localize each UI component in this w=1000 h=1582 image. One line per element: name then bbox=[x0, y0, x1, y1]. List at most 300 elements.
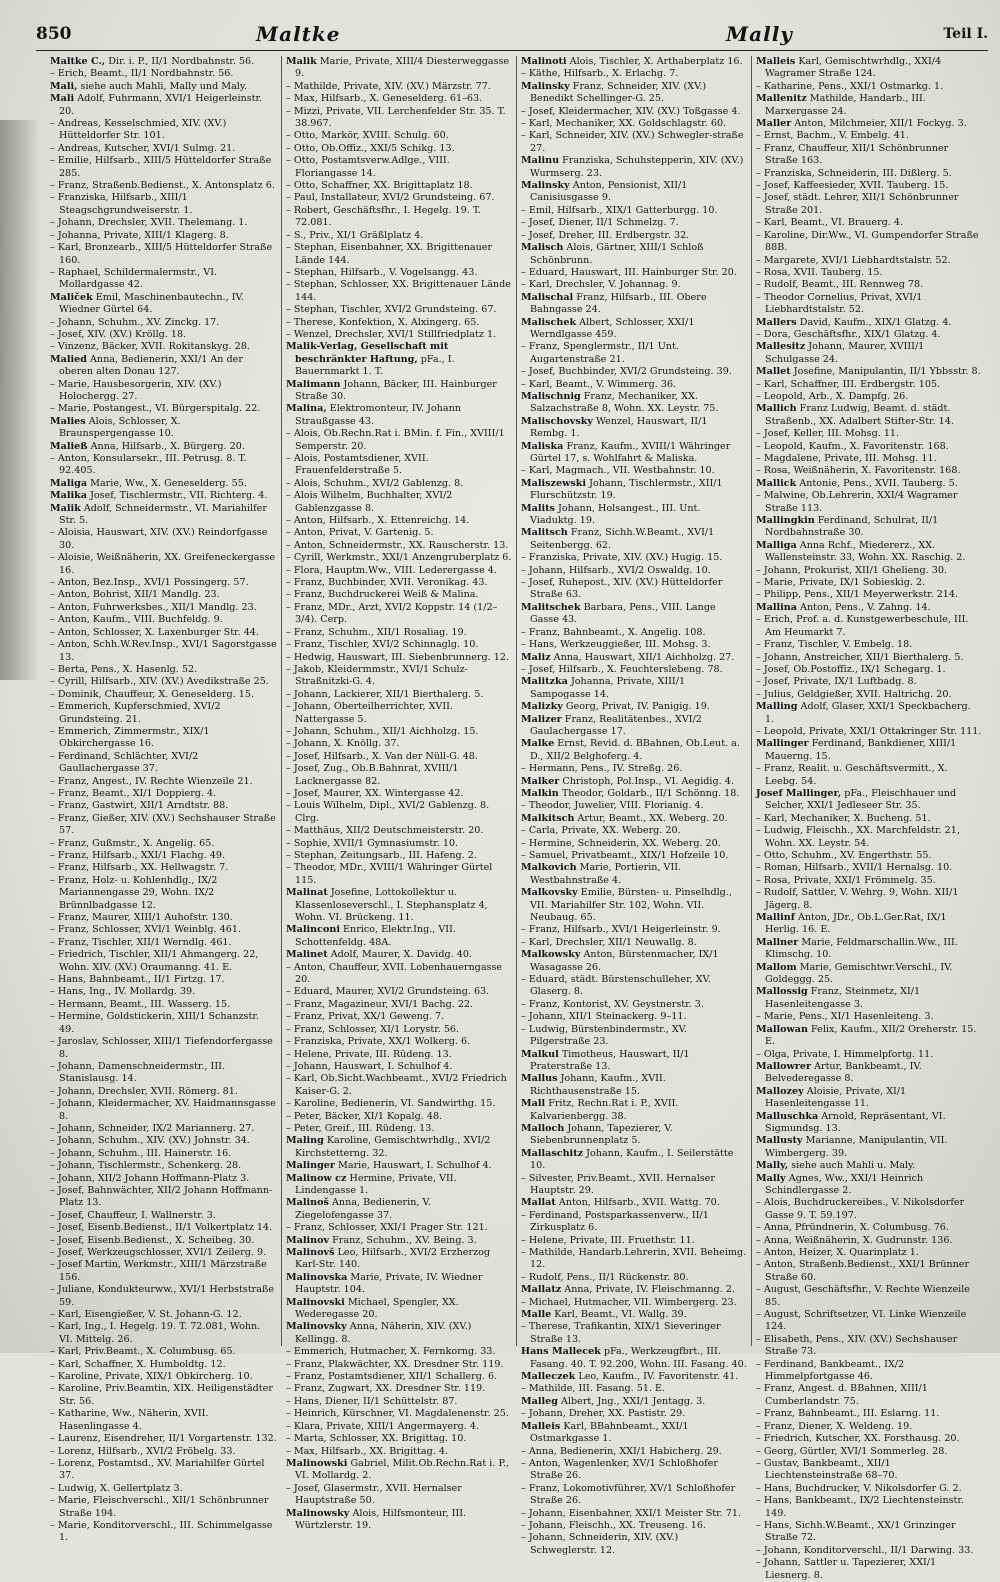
page-header bbox=[36, 20, 988, 51]
directory-entry bbox=[756, 937, 982, 962]
directory-entry bbox=[50, 354, 277, 379]
entry-details: – Franz, Schlosser, XI/1 Lorystr. 56. bbox=[286, 1023, 460, 1035]
entry-details: – Johann, Fleischh., XX. Treuseng. 16. bbox=[521, 1519, 706, 1531]
directory-entry bbox=[50, 949, 277, 974]
directory-entry bbox=[50, 180, 277, 192]
directory-entry bbox=[756, 366, 982, 378]
entry-details: – Franz, Lokomotivführer, XV/1 Schloßhofer Straße 26. bbox=[521, 1482, 736, 1507]
directory-entry bbox=[521, 1210, 747, 1235]
directory-entry bbox=[521, 565, 747, 577]
directory-entry bbox=[50, 577, 277, 589]
entry-details: – Josef, Chauffeur, I. Wallnerstr. 3. bbox=[50, 1209, 216, 1221]
directory-entry bbox=[50, 403, 277, 415]
directory-entry bbox=[286, 267, 512, 279]
entry-details: – Mathilde, Handarb.Lehrerin, XVII. Beheimg. 12. bbox=[521, 1247, 747, 1271]
directory-entry bbox=[286, 999, 512, 1011]
directory-entry bbox=[50, 1061, 277, 1086]
directory-entry bbox=[50, 1011, 277, 1036]
directory-entry bbox=[50, 1123, 277, 1135]
directory-entry bbox=[756, 180, 982, 192]
directory-entry bbox=[756, 825, 982, 850]
entry-details: – Peter, Greif., III. Rüdeng. 13. bbox=[286, 1122, 435, 1134]
entry-details: – Hans, Buchdrucker, V. Nikolsdorfer G. 2. bbox=[756, 1482, 962, 1494]
directory-entry bbox=[286, 403, 512, 428]
entry-details: Albert, Jng., XXI/1 Jentagg. 3. bbox=[561, 1395, 706, 1407]
directory-entry bbox=[286, 949, 512, 961]
entry-surname: Malik bbox=[50, 502, 81, 514]
entry-details: – Peter, Bäcker, XI/1 Kopalg. 48. bbox=[286, 1110, 443, 1122]
entry-details: – Hermine, Goldstickerin, XIII/1 Schanzstr. 49. bbox=[50, 1011, 259, 1035]
entry-details: – Georg, Gürtler, XVI/1 Sommerleg. 28. bbox=[756, 1445, 948, 1457]
entry-surname: Mallaschitz bbox=[521, 1147, 584, 1159]
entry-surname: Malke bbox=[521, 738, 555, 750]
entry-surname: Malinet bbox=[286, 949, 328, 961]
entry-details: Johann, Bäcker, III. Hainburger Straße 30. bbox=[295, 378, 497, 402]
entry-details: – Marie, Fleischverschl., XII/1 Schönbrunner Straße 194. bbox=[50, 1495, 269, 1519]
entry-details: – Elisabeth, Pens., XIV. (XV.) Sechshauser Straße 73. bbox=[756, 1333, 958, 1358]
entry-details: – S., Priv., XI/1 Gräßlplatz 4. bbox=[286, 229, 424, 241]
directory-entry bbox=[521, 1421, 747, 1446]
entry-details: – Josef, Eisenb.Bedienst., II/1 Volkertplatz 14. bbox=[50, 1222, 273, 1234]
entry-surname: Malloch bbox=[521, 1122, 565, 1134]
entry-details: – Franz, Kontorist, XV. Geystnerstr. 3. bbox=[521, 998, 704, 1010]
directory-entry bbox=[286, 726, 512, 738]
directory-entry bbox=[521, 527, 747, 552]
directory-entry bbox=[756, 192, 982, 217]
entry-details: – Josef, Hilfsarb., X. Feuchterslebeng. 78. bbox=[521, 663, 723, 675]
directory-entry bbox=[286, 1458, 512, 1483]
directory-entry bbox=[756, 862, 982, 874]
directory-entry bbox=[521, 887, 747, 924]
directory-entry bbox=[521, 341, 747, 366]
directory-entry bbox=[50, 627, 277, 639]
directory-entry bbox=[756, 1421, 982, 1433]
entry-details: – Marie, Hausbesorgerin, XIV. (XV.) Holochergg. 27. bbox=[50, 378, 222, 402]
directory-entry bbox=[756, 1135, 982, 1160]
directory-entry bbox=[50, 751, 277, 776]
entry-details: Karoline, Gemischtwrhdlg., XVI/2 Kirchstetterng. 32. bbox=[295, 1135, 491, 1159]
entry-details: Franz, Kaufm., XVIII/1 Währinger Gürtel 17, s. Wohlfahrt & Maliska. bbox=[530, 440, 731, 464]
entry-details: – Franziska, Private, XIV. (XV.) Hugig. 15. bbox=[521, 552, 723, 564]
entry-details: – Franziska, Private, XX/1 Wolkerg. 6. bbox=[286, 1036, 471, 1048]
entry-details: – Berta, Pens., X. Hasenlg. 52. bbox=[50, 663, 198, 675]
entry-surname: Hans Mallecek bbox=[521, 1346, 601, 1358]
entry-details: Felix, Kaufm., XII/2 Oreherstr. 15. E. bbox=[765, 1023, 977, 1048]
directory-entry bbox=[50, 441, 277, 453]
entry-details: – Klara, Private, XIII/1 Angermayerg. 4. bbox=[286, 1420, 480, 1432]
entry-surname: Malies bbox=[50, 415, 86, 427]
entry-details: – Erich, Prof. a. d. Kunstgewerbeschule, III. Am Heumarkt 7. bbox=[756, 614, 969, 638]
directory-entry bbox=[521, 205, 747, 217]
directory-entry bbox=[521, 763, 747, 775]
entry-details: pFa., Fleischhauer und Selcher, XXI/1 Jedleseer Str. 35. bbox=[765, 787, 957, 812]
directory-entry bbox=[286, 1135, 512, 1160]
directory-entry bbox=[521, 118, 747, 130]
directory-entry bbox=[286, 1272, 512, 1297]
entry-details: – Franz, Chauffeur, XII/1 Schönbrunner Straße 163. bbox=[756, 142, 949, 167]
entry-details: – Marie, Konditorverschl., III. Schimmelgasse 1. bbox=[50, 1519, 273, 1544]
directory-entry bbox=[50, 589, 277, 601]
entry-details: – Hedwig, Hauswart, III. Siebenbrunnerg. 12. bbox=[286, 651, 510, 663]
directory-entry bbox=[50, 1383, 277, 1408]
entry-details: – Erich, Beamt., II/1 Nordbahnstr. 56. bbox=[50, 68, 234, 80]
directory-entry bbox=[286, 478, 512, 490]
entry-details: – Anton, Hilfsarb., X. Ettenreichg. 14. bbox=[286, 515, 470, 527]
directory-entry bbox=[286, 490, 512, 515]
entry-details: – Karl, Mechaniker, X. Bucheng. 51. bbox=[756, 812, 931, 824]
directory-entry bbox=[521, 1520, 747, 1532]
entry-details: Fritz, Rechn.Rat i. P., XVII. Kalvarienbergg. 38. bbox=[530, 1098, 679, 1122]
directory-entry bbox=[756, 341, 982, 366]
directory-entry bbox=[286, 924, 512, 949]
directory-entry bbox=[521, 1458, 747, 1483]
directory-entry bbox=[521, 503, 747, 528]
directory-entry bbox=[521, 1049, 747, 1074]
entry-details: Gabriel, Milit.Ob.Rechn.Rat i. P., VI. Mollardg. 2. bbox=[295, 1457, 510, 1482]
entry-details: – Vinzenz, Bäcker, XVII. Rokitanskyg. 28. bbox=[50, 341, 250, 353]
entry-surname: Malkin bbox=[521, 787, 559, 799]
entry-surname: Mali bbox=[50, 93, 75, 105]
directory-entry bbox=[50, 912, 277, 924]
directory-entry bbox=[521, 825, 747, 837]
directory-entry bbox=[50, 875, 277, 912]
directory-entry bbox=[286, 850, 512, 862]
entry-details: – Helene, Private, III. Fruethstr. 11. bbox=[521, 1234, 695, 1246]
directory-entry bbox=[286, 652, 512, 664]
entry-details: siehe auch Mahli u. Maly. bbox=[791, 1160, 916, 1172]
directory-entry bbox=[286, 962, 512, 987]
directory-entry bbox=[521, 1197, 747, 1209]
directory-entry bbox=[521, 366, 747, 378]
directory-entry bbox=[50, 267, 277, 292]
entry-details: – Stephan, Tischler, XVI/2 Grundsteing. 67. bbox=[286, 304, 497, 316]
entry-details: – Karl, Magmach., VII. Westbahnstr. 10. bbox=[521, 465, 715, 477]
entry-details: – Johann, Anstreicher, XII/1 Bierthalerg. 5. bbox=[756, 651, 964, 663]
directory-entry bbox=[756, 267, 982, 279]
entry-surname: Malinovska bbox=[286, 1271, 348, 1283]
entry-details: – Franz, Bahnbeamt., X. Angelig. 108. bbox=[521, 626, 706, 638]
entry-details: – Johann, Drechsler, XVII. Thelemang. 1. bbox=[50, 217, 248, 229]
entry-surname: Maliska bbox=[521, 440, 564, 452]
entry-surname: Malleczek bbox=[521, 1371, 576, 1383]
entry-details: Alois, Gärtner, XIII/1 Schloß Schönbrunn. bbox=[530, 242, 704, 266]
entry-details: Franziska, Schuhstepperin, XIV. (XV.) Wurmserg. 23. bbox=[530, 155, 744, 179]
directory-entry bbox=[286, 1359, 512, 1371]
entry-surname: Mallowan bbox=[756, 1023, 808, 1035]
directory-entry bbox=[521, 441, 747, 466]
directory-entry bbox=[756, 118, 982, 130]
entry-details: Agnes, Ww., XXI/1 Heinrich Schindlergasse 2. bbox=[765, 1172, 924, 1196]
entry-details: – Franz, Zugwart, XX. Dresdner Str. 119. bbox=[286, 1383, 486, 1395]
directory-entry bbox=[756, 230, 982, 255]
directory-entry bbox=[521, 391, 747, 416]
directory-entry bbox=[756, 130, 982, 142]
entry-details: – Josef, städt. Lehrer, XII/1 Schönbrunner Straße 201. bbox=[756, 192, 959, 216]
directory-entry bbox=[756, 515, 982, 540]
directory-entry bbox=[756, 1545, 982, 1557]
entry-details: – Anton, Straßenb.Bedienst., XXI/1 Brünner Straße 60. bbox=[756, 1259, 970, 1283]
entry-surname: Mallusty bbox=[756, 1135, 803, 1147]
column-2 bbox=[281, 56, 516, 1531]
directory-entry bbox=[756, 379, 982, 391]
entry-details: – Alois, Ob.Rechn.Rat i. BMin. f. Fin., XVIII/1 Semperstr. 20. bbox=[286, 428, 505, 452]
directory-entry bbox=[286, 689, 512, 701]
directory-entry bbox=[50, 788, 277, 800]
entry-surname: Malinger bbox=[286, 1160, 335, 1172]
entry-details: – August, Schriftsetzer, VI. Linke Wienzeile 124. bbox=[756, 1309, 967, 1333]
entry-surname: Mally bbox=[756, 1172, 786, 1184]
directory-entry bbox=[286, 1173, 512, 1198]
directory-entry bbox=[521, 465, 747, 477]
entry-details: – Anton, Chauffeur, XVII. Lobenhauerngasse 20. bbox=[286, 961, 503, 986]
entry-details: – Hans, Ing., IV. Mollardg. 39. bbox=[50, 986, 196, 998]
entry-details: – Rudolf, Beamt., III. Rennweg 78. bbox=[756, 279, 924, 291]
directory-entry bbox=[50, 527, 277, 552]
entry-details: – Julius, Geldgießer, XVII. Haltrichg. 20. bbox=[756, 688, 952, 700]
entry-details: – Johann, Oberteilherrichter, XVII. Nattergasse 5. bbox=[286, 701, 453, 725]
entry-details: – Karl, Mechaniker, XX. Goldschlagstr. 60. bbox=[521, 118, 727, 130]
entry-surname: Mallich bbox=[756, 403, 797, 415]
directory-entry bbox=[286, 317, 512, 329]
directory-entry bbox=[521, 1011, 747, 1023]
entry-details: – Sophie, XVII/1 Gymnasiumstr. 10. bbox=[286, 837, 459, 849]
directory-entry bbox=[521, 1309, 747, 1321]
entry-details: Franz, Schneider, XIV. (XV.) Benedikt Schellinger-G. 25. bbox=[530, 80, 707, 105]
directory-entry bbox=[521, 1483, 747, 1508]
entry-details: – Samuel, Privatbeamt., XIX/1 Hofzeile 10. bbox=[521, 850, 729, 861]
entry-surname: Malizky bbox=[521, 701, 563, 713]
entry-details: – Lorenz, Hilfsarb., XVI/2 Fröbelg. 33. bbox=[50, 1445, 236, 1457]
directory-entry bbox=[50, 1458, 277, 1483]
directory-entry bbox=[756, 93, 982, 118]
entry-surname: Malinu bbox=[521, 155, 560, 167]
directory-entry bbox=[286, 279, 512, 304]
directory-entry bbox=[521, 81, 747, 106]
entry-details: – Franz, Tischler, V. Embelg. 18. bbox=[756, 639, 913, 651]
directory-entry bbox=[756, 1160, 982, 1172]
directory-entry bbox=[756, 441, 982, 453]
directory-entry bbox=[756, 329, 982, 341]
directory-entry bbox=[756, 317, 982, 329]
directory-entry bbox=[286, 242, 512, 267]
directory-entry bbox=[286, 143, 512, 155]
entry-details: Karl, Gemischtwrhdlg., XXI/4 Wagramer Straße 124. bbox=[765, 56, 942, 80]
directory-entry bbox=[50, 1086, 277, 1098]
entry-details: Arnold, Repräsentant, VI. Sigmundsg. 13. bbox=[765, 1110, 946, 1134]
entry-details: – Helene, Private, III. Rüdeng. 13. bbox=[286, 1048, 452, 1060]
directory-entry bbox=[50, 56, 277, 68]
entry-details: Aloisie, Private, XI/1 Hasenleitengasse 11. bbox=[765, 1085, 907, 1110]
entry-surname: Malitsch bbox=[521, 527, 568, 539]
entry-details: – Laurenz, Eisendreher, II/1 Vorgartenstr. 132. bbox=[50, 1433, 277, 1445]
entry-details: – Rudolf, Sattler, V. Wehrg. 9, Wohn. XII/1 Jägerg. 8. bbox=[756, 887, 959, 911]
entry-details: – Emil, Hilfsarb., XIX/1 Gatterburgg. 10. bbox=[521, 204, 718, 216]
directory-entry bbox=[286, 838, 512, 850]
directory-entry bbox=[756, 81, 982, 93]
directory-entry bbox=[286, 515, 512, 527]
directory-entry bbox=[50, 379, 277, 404]
directory-entry bbox=[756, 1284, 982, 1309]
entry-details: – Stephan, Schlosser, XX. Brigittenauer Lände 144. bbox=[286, 279, 511, 303]
entry-surname: Malling bbox=[756, 701, 798, 713]
entry-surname: Malischal bbox=[521, 291, 574, 303]
directory-entry bbox=[286, 1235, 512, 1247]
entry-surname: Mallet bbox=[756, 366, 791, 378]
directory-entry bbox=[521, 1272, 747, 1284]
entry-details: – Eduard, städt. Bürstenschulleher, XV. Glaserg. 8. bbox=[521, 974, 711, 998]
entry-surname: Maller bbox=[756, 118, 792, 130]
entry-details: – Leopold, Arb., X. Dampfg. 26. bbox=[756, 390, 909, 402]
entry-details: – Karoline, Private, XIX/1 Obkircherg. 10. bbox=[50, 1371, 253, 1383]
directory-entry bbox=[50, 292, 277, 317]
directory-entry bbox=[756, 1383, 982, 1408]
directory-entry bbox=[50, 1408, 277, 1433]
entry-details: Johann, Kaufm., XVII. Richthausenstraße 15. bbox=[530, 1073, 666, 1097]
directory-entry bbox=[286, 180, 512, 192]
entry-details: – Franz, Holz- u. Kohlenhdlg., IX/2 Mariannengasse 29, Wohn. IX/2 Brünnlbadgasse 12. bbox=[50, 874, 218, 911]
entry-surname: Mallossig bbox=[756, 986, 808, 998]
directory-entry bbox=[521, 1073, 747, 1098]
entry-details: – Anton, Kaufm., VIII. Buchfeldg. 9. bbox=[50, 614, 223, 626]
entry-details: – Franz, Realit. u. Geschäftsvermitt., X. Leebg. 54. bbox=[756, 763, 948, 787]
entry-details: – Karoline, Priv.Beamtin, XIX. Heiligenstädter Str. 56. bbox=[50, 1383, 273, 1407]
entry-details: Emilie, Bürsten- u. Pinselhdlg., VII. Mariahilfer Str. 102, Wohn. VII. Neubaug. 65. bbox=[530, 887, 732, 924]
entry-surname: Malied bbox=[50, 353, 87, 365]
directory-entry bbox=[521, 267, 747, 279]
entry-details: – Theodor Cornelius, Privat, XVI/1 Liebhardtstalstr. 52. bbox=[756, 291, 923, 316]
entry-details: – Franziska, Hilfsarb., XIII/1 Steagschgrundweiserstr. 1. bbox=[50, 192, 193, 216]
directory-entry bbox=[521, 130, 747, 155]
entry-surname: Mallers bbox=[756, 316, 797, 328]
entry-details: – Franz, Gießer, XIV. (XV.) Sechshauser Straße 57. bbox=[50, 812, 276, 837]
entry-details: – Johann, Kleidermacher, XV. Haidmannsgasse 8. bbox=[50, 1098, 276, 1122]
directory-entry bbox=[756, 602, 982, 614]
entry-details: – Ludwig, Fleischh., XX. Marchfeldstr. 21, Wohn. XX. Leystr. 54. bbox=[756, 825, 960, 849]
entry-surname: Mally, bbox=[756, 1160, 789, 1172]
directory-entry bbox=[521, 602, 747, 627]
entry-details: Anton, Pens., V. Zahng. 14. bbox=[800, 601, 931, 613]
directory-entry bbox=[521, 1446, 747, 1458]
entry-details: Emil, Maschinenbautechn., IV. Wiedner Gürtel 64. bbox=[59, 291, 244, 316]
directory-entry bbox=[756, 465, 982, 477]
entry-surname: Malik-Verlag, Gesellschaft mit beschränkter Haftung, bbox=[286, 341, 449, 365]
directory-entry bbox=[286, 552, 512, 564]
entry-details: – Franz, Hilfsarb., XXI/1 Flachg. 49. bbox=[50, 850, 226, 861]
directory-entry bbox=[756, 689, 982, 701]
entry-details: – Franz, Hilfsarb., XX. Hellwagstr. 7. bbox=[50, 862, 229, 874]
directory-entry bbox=[286, 800, 512, 825]
header-part: Teil I. bbox=[943, 26, 988, 42]
entry-details: – Max, Hilfsarb., X. Geneselderg. 61–63. bbox=[286, 93, 483, 105]
entry-details: – Eduard, Hauswart, III. Hainburger Str. 20. bbox=[521, 266, 737, 278]
entry-details: Adolf, Schneidermstr., VI. Mariahilfer Str. 5. bbox=[59, 502, 267, 527]
entry-details: – Paul, Installateur, XVI/2 Grundsteing. 67. bbox=[286, 192, 495, 204]
entry-surname: Mallatz bbox=[521, 1284, 562, 1296]
directory-entry bbox=[756, 403, 982, 428]
entry-details: – Johann, Lackierer, XII/1 Bierthalerg. 5. bbox=[286, 688, 484, 700]
directory-entry bbox=[50, 329, 277, 341]
directory-entry bbox=[521, 850, 747, 862]
directory-entry bbox=[521, 714, 747, 739]
entry-surname: Malinowsky bbox=[286, 1507, 350, 1519]
entry-details: Anna, Private, IV. Fleischmanng. 2. bbox=[564, 1284, 735, 1296]
directory-entry bbox=[50, 118, 277, 143]
column-1 bbox=[46, 56, 281, 1544]
entry-details: – Anton, Fuhrwerksbes., XII/1 Mandlg. 23. bbox=[50, 601, 257, 613]
directory-entry bbox=[521, 1508, 747, 1520]
entry-details: – Johann, XII/2 Johann Hoffmann-Platz 3. bbox=[50, 1172, 250, 1184]
directory-entry bbox=[286, 788, 512, 800]
directory-entry bbox=[50, 974, 277, 986]
directory-entry bbox=[286, 602, 512, 627]
entry-details: – Cyrill, Werkmstr., XXI/1 Anzengruberplatz 6. bbox=[286, 552, 512, 564]
entry-details: Marie, Private, XIII/4 Diesterweggasse 9. bbox=[295, 56, 510, 80]
directory-entry bbox=[756, 639, 982, 651]
directory-entry bbox=[756, 1309, 982, 1334]
directory-entry bbox=[286, 701, 512, 726]
entry-details: – Emmerich, Hutmacher, X. Fernkorng. 33. bbox=[286, 1346, 496, 1358]
directory-entry bbox=[50, 192, 277, 217]
directory-entry bbox=[756, 279, 982, 291]
entry-details: Leo, Kaufm., IV. Favoritenstr. 41. bbox=[578, 1371, 739, 1383]
directory-entry bbox=[756, 1520, 982, 1545]
entry-details: – Franz, Postamtsdiener, XII/1 Schallerg. 6. bbox=[286, 1371, 498, 1383]
entry-surname: Malina, bbox=[286, 403, 327, 415]
entry-details: – Hans, Sichh.W.Beamt., XX/1 Grinzinger Straße 72. bbox=[756, 1519, 956, 1544]
entry-surname: Malkul bbox=[521, 1048, 559, 1060]
entry-details: – Karl, Beamt., V. Wimmerg. 36. bbox=[521, 378, 677, 390]
entry-details: – Otto, Schaffner, XX. Brigittaplatz 18. bbox=[286, 180, 473, 192]
directory-entry bbox=[50, 813, 277, 838]
entry-details: – Franz, Tischler, XII/1 Werndlg. 461. bbox=[50, 936, 232, 948]
entry-details: Adolf, Fuhrmann, XVI/1 Heigerleinstr. 20. bbox=[59, 93, 263, 117]
directory-entry bbox=[50, 1235, 277, 1247]
directory-entry bbox=[286, 763, 512, 788]
entry-details: – Johann, Schuhm., XV. Zinckg. 17. bbox=[50, 316, 220, 328]
entry-details: – Leopold, Kaufm., X. Favoritenstr. 168. bbox=[756, 440, 949, 452]
entry-surname: Malleis bbox=[521, 1420, 561, 1432]
entry-surname: Mallinger bbox=[756, 738, 809, 750]
entry-details: – Johann, Prokurist, XII/1 Ghelieng. 30. bbox=[756, 564, 947, 576]
entry-details: – Johann, Eisenbahner, XXI/1 Meister Str. 71. bbox=[521, 1507, 742, 1519]
directory-entry bbox=[50, 1098, 277, 1123]
directory-entry bbox=[50, 143, 277, 155]
directory-entry bbox=[50, 478, 277, 490]
directory-entry bbox=[521, 1408, 747, 1420]
entry-details: – Karl, Schneider, XIV. (XV.) Schwegler-straße 27. bbox=[521, 130, 744, 154]
directory-entry bbox=[286, 738, 512, 750]
directory-entry bbox=[286, 205, 512, 230]
entry-details: – Anna, Pfründnerin, X. Columbusg. 76. bbox=[756, 1222, 949, 1234]
directory-entry bbox=[50, 217, 277, 229]
directory-entry bbox=[756, 56, 982, 81]
entry-details: Marie, Hauswart, I. Schulhof 4. bbox=[338, 1160, 492, 1172]
directory-entry bbox=[521, 1321, 747, 1346]
entry-details: – Rosa, Weißnäherin, X. Favoritenstr. 168. bbox=[756, 465, 961, 477]
directory-entry bbox=[756, 1483, 982, 1495]
entry-details: – Dominik, Chauffeur, X. Geneselderg. 15. bbox=[50, 688, 255, 700]
directory-entry bbox=[50, 68, 277, 80]
directory-entry bbox=[286, 1197, 512, 1222]
entry-surname: Malinov bbox=[286, 1234, 330, 1246]
directory-entry bbox=[756, 1334, 982, 1359]
directory-entry bbox=[756, 788, 982, 813]
entry-surname: Malinovš bbox=[286, 1247, 335, 1258]
entry-details: – Friedrich, Tischler, XII/1 Ahmangerg. 22, Wohn. XIV. (XV.) Oraumanng. 41. E. bbox=[50, 949, 259, 973]
entry-details: – Katharine, Ww., Näherin, XVII. Hasenlingasse 4. bbox=[50, 1408, 209, 1432]
entry-details: – Heinrich, Kürschner, VI. Magdalenenstr. 25. bbox=[286, 1408, 509, 1420]
entry-details: Marie, Private, IV. Wiedner Hauptstr. 104. bbox=[295, 1271, 483, 1296]
